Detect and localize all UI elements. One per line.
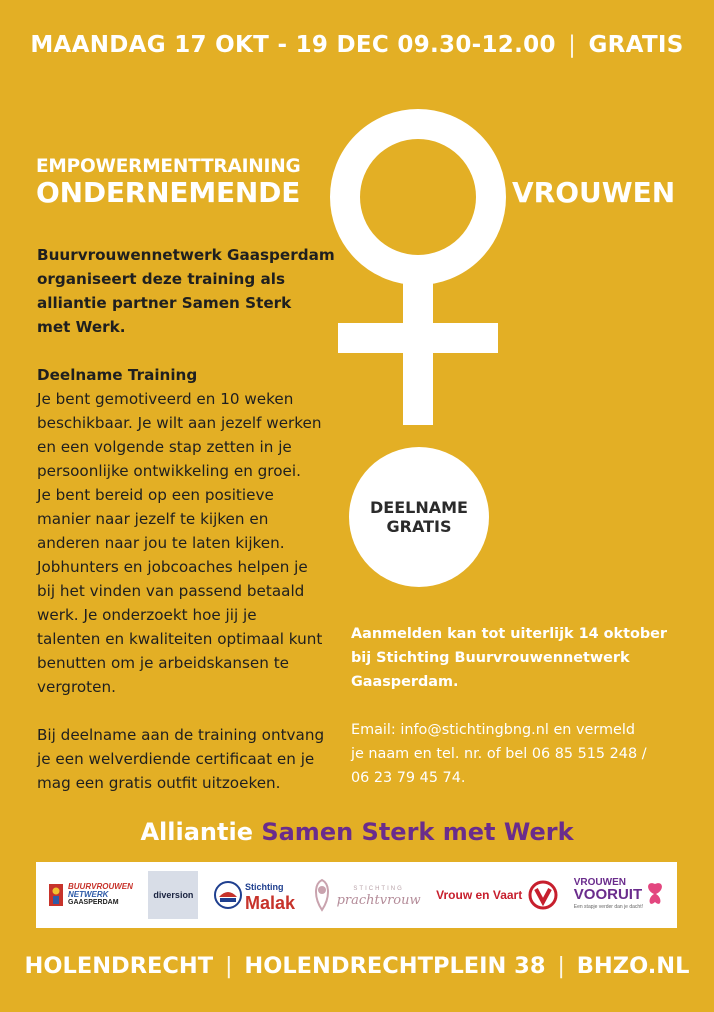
training-heading: Deelname Training [37,366,198,384]
logo-text: Stichting [244,882,284,892]
logo-text: STICHTING [353,886,404,892]
certificate-line: je een welverdiende certificaat en je [37,750,315,768]
training-line: manier naar jezelf te kijken en [37,510,269,528]
alliance-heading [0,818,714,846]
signup-line: Aanmelden kan tot uiterlijk 14 oktober [351,626,667,642]
partner-logos [36,862,677,928]
badge-line-2: GRATIS [386,517,452,536]
address-label: HOLENDRECHTPLEIN 38 [244,953,546,979]
signup-line: Gaasperdam. [351,674,459,690]
separator: | [224,953,233,979]
logo-vrouwen-vooruit [574,877,665,913]
logo-diversion [148,871,198,919]
contact-line: Email: info@stichtingbng.nl en vermeld [351,722,636,738]
body-text [37,243,335,795]
logo-vrouw-en-vaart [436,880,558,910]
intro-paragraph [37,243,335,339]
training-line: Je bent bereid op een positieve [37,486,274,504]
participation-free-badge [349,447,489,587]
training-line: benutten om je arbeidskansen te [37,654,290,672]
separator: | [568,32,577,58]
event-header [0,32,714,58]
alliance-name: Samen Sterk met Werk [261,818,574,846]
training-line: werk. Je onderzoekt hoe jij je [37,606,257,624]
training-line: en een volgende stap zetten in je [37,438,292,456]
training-line: persoonlijke ontwikkeling en groei. [37,462,301,480]
logo-text: prachtvrouw [336,893,421,908]
training-line: bij het vinden van passend betaald [37,582,305,600]
training-line: beschikbaar. Je wilt aan jezelf werken [37,414,322,432]
logo-text: BUURVROUWEN [68,882,133,891]
signup-info [351,622,681,790]
logo-stichting-prachtvrouw [311,878,421,912]
contact-line: je naam en tel. nr. of bel 06 85 515 248 / [351,746,647,762]
certificate-line: mag een gratis outfit uitzoeken. [37,774,281,792]
training-paragraph [37,387,335,699]
title-line-2: ONDERNEMENDE [36,176,301,209]
logo-text: VROUWEN [573,877,626,888]
separator: | [557,953,565,979]
logo-buurvrouwennetwerk [48,882,133,908]
badge-line-1: DEELNAME [370,498,468,517]
title-line-2-right: VROUWEN [512,176,676,209]
malak-emblem-icon [214,881,242,909]
logo-text: Malak [244,893,296,913]
certificate-line: Bij deelname aan de training ontvang [37,726,325,744]
signup-paragraph [351,622,681,694]
buurvrouwen-icon [48,882,64,908]
prachtvrouw-icon [311,878,333,912]
price-label: GRATIS [588,32,684,58]
logo-text: NETWERK [68,890,109,899]
training-line: Je bent gemotiveerd en 10 weken [37,390,294,408]
vrouw-en-vaart-icon [528,880,558,910]
alliance-prefix: Alliantie [140,818,253,846]
intro-line: organiseert deze training als [37,270,286,288]
website-label: BHZO.NL [576,953,690,979]
training-line: vergroten. [37,678,116,696]
date-range: MAANDAG 17 OKT - 19 DEC 09.30-12.00 [30,32,556,58]
logo-text: Een stapje verder dan je dacht! [573,904,643,910]
intro-line: Buurvrouwennetwerk Gaasperdam [37,246,335,264]
logo-stichting-malak [214,879,295,911]
intro-line: met Werk. [37,318,126,336]
butterfly-icon [645,880,665,910]
contact-paragraph [351,718,681,790]
training-line: anderen naar jou te laten kijken. [37,534,285,552]
training-line: talenten en kwaliteiten optimaal kunt [37,630,323,648]
contact-line: 06 23 79 45 74. [351,770,466,786]
logo-text: Vrouw en Vaart [436,888,523,902]
training-line: Jobhunters en jobcoaches helpen je [37,558,308,576]
intro-line: alliantie partner Samen Sterk [37,294,292,312]
title-line-1: EMPOWERMENTTRAINING [36,156,301,177]
district-label: HOLENDRECHT [24,953,214,979]
logo-text: GAASPERDAM [68,899,119,906]
logo-text: diversion [153,890,194,900]
certificate-paragraph [37,723,335,795]
logo-text: VOORUIT [573,886,643,903]
location-footer [0,953,714,979]
signup-line: bij Stichting Buurvrouwennetwerk [351,650,630,666]
